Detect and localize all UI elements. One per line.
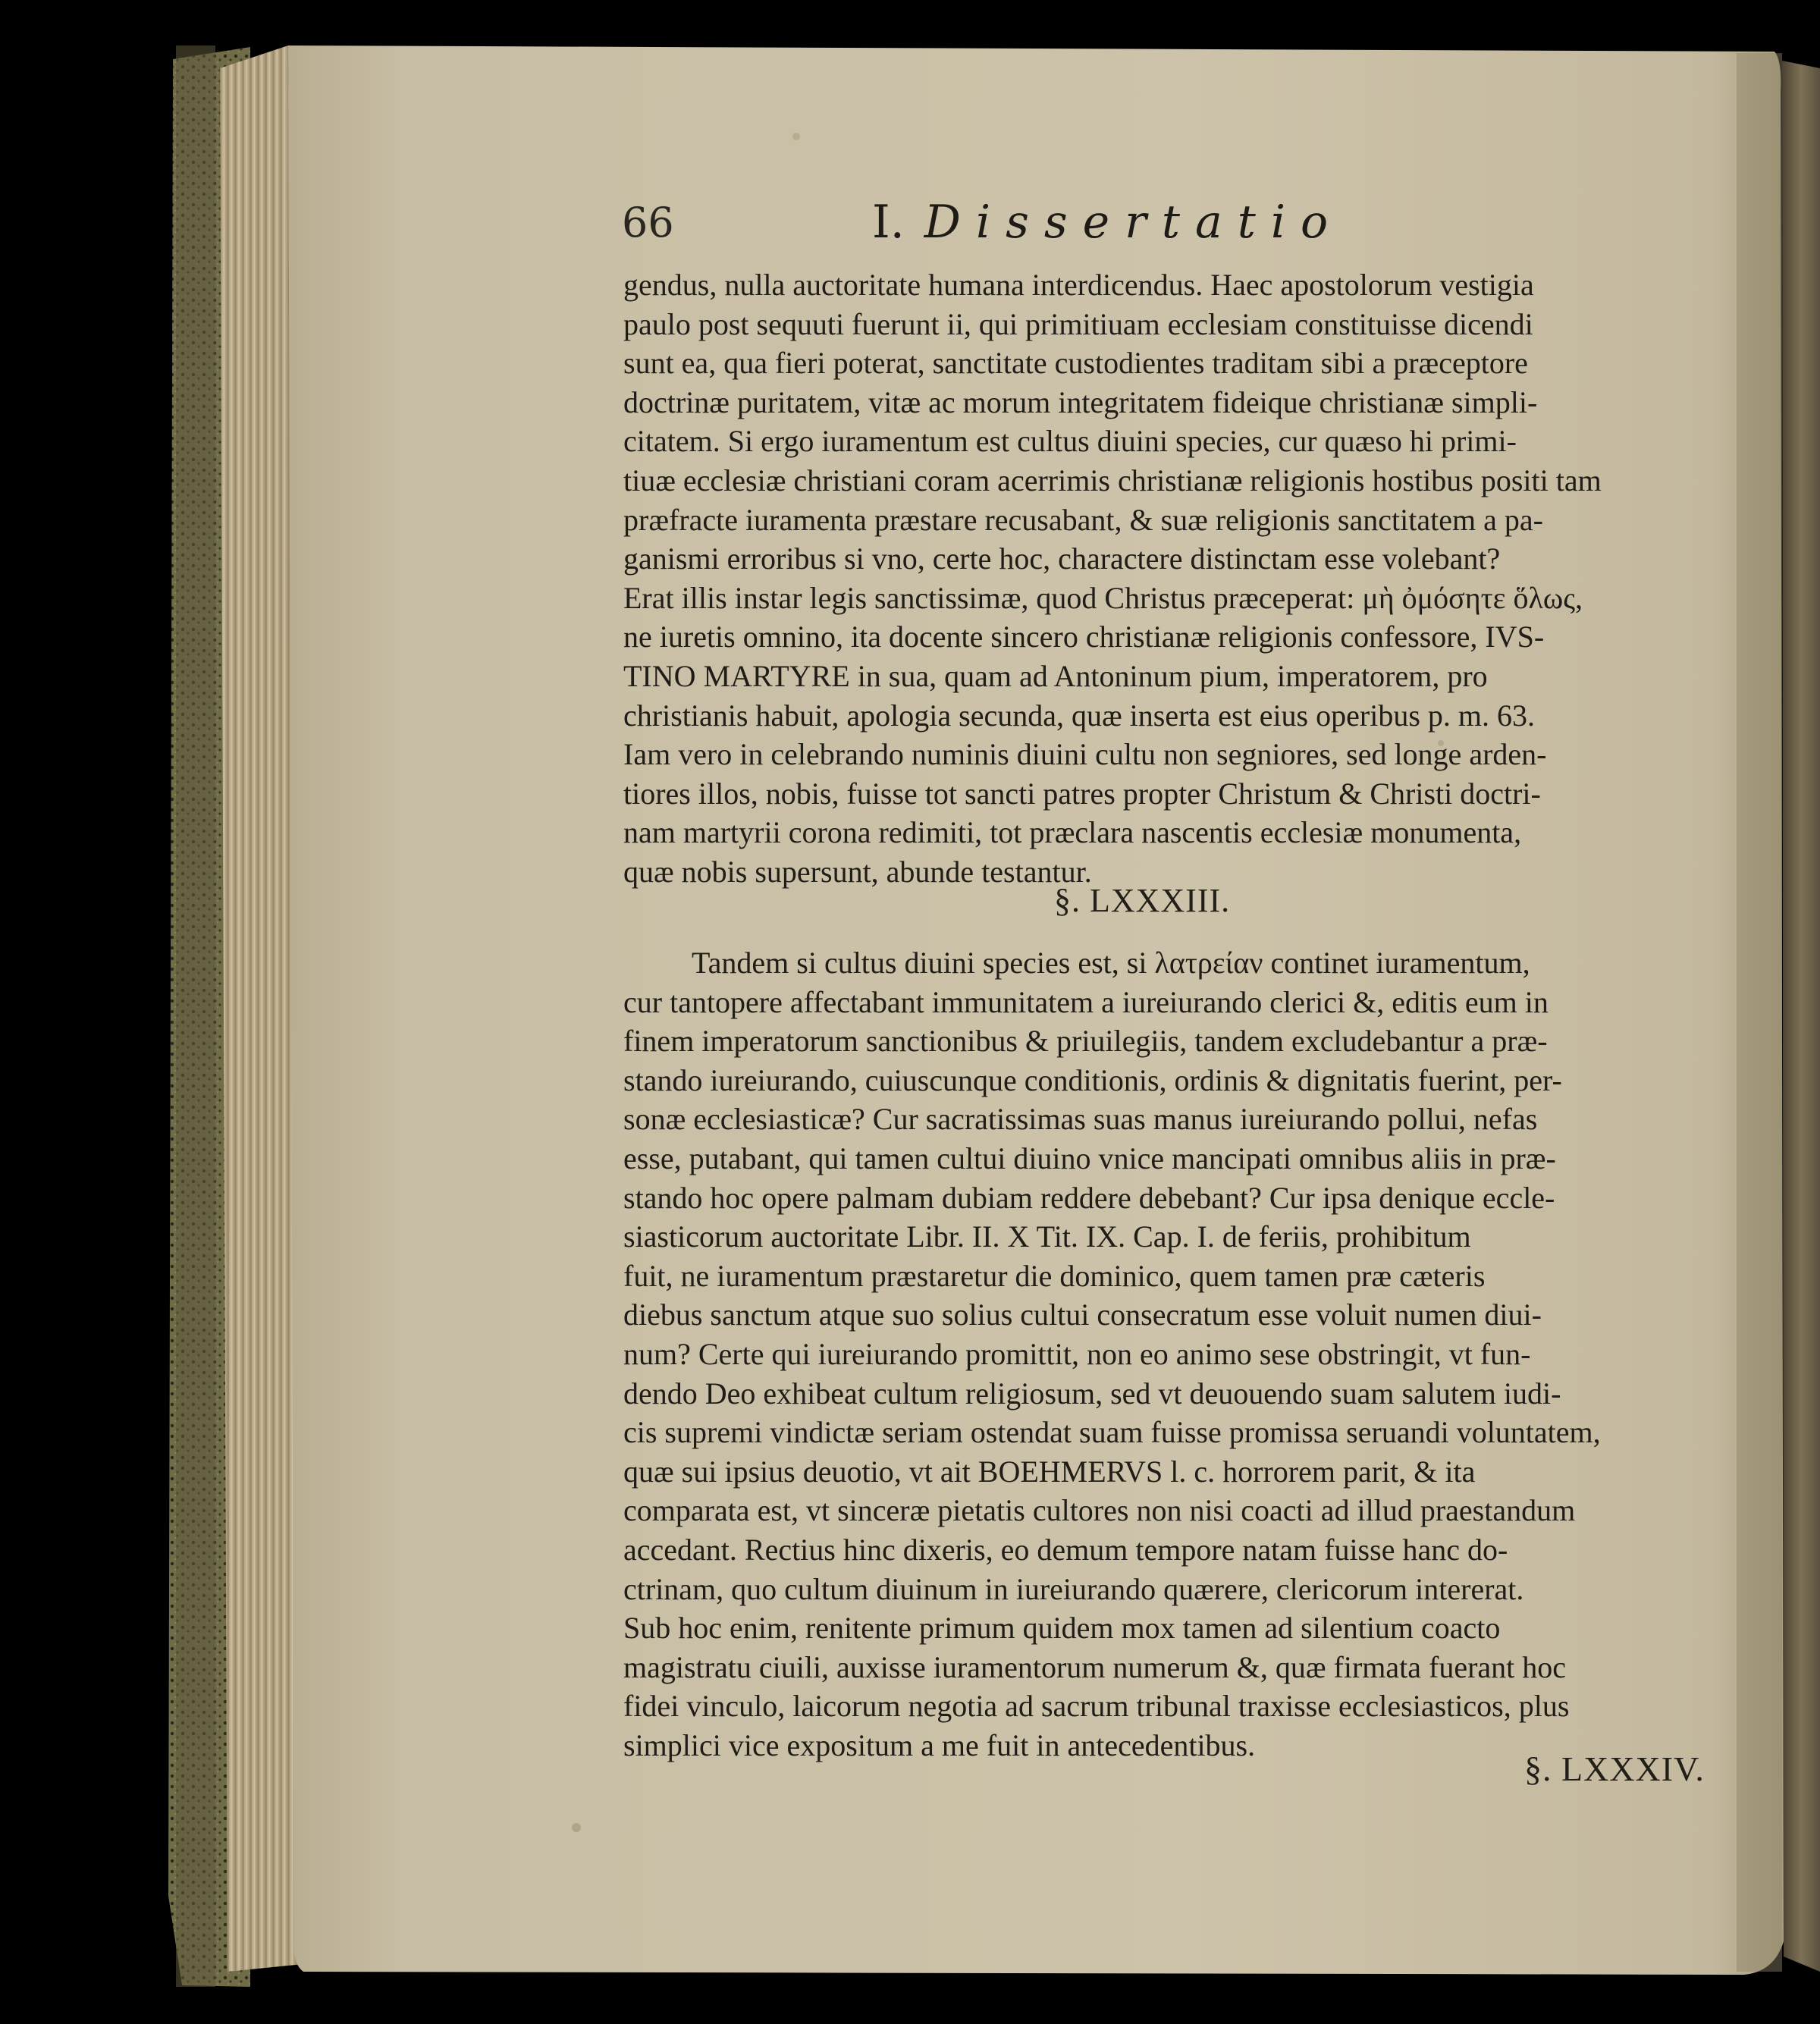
foxing-spot [572,1823,581,1832]
text-line: citatem. Si ergo iuramentum est cultus diuini species, cur quæso hi primi- [623,424,1517,459]
gutter-shadow [1737,53,1782,1972]
text-line: sonæ ecclesiasticæ? Cur sacratissimas suas manus iureiurando pollui, nefas [623,1102,1538,1137]
paragraph-1 [623,265,1712,892]
text-line: nam martyrii corona redimiti, tot præclara nascentis ecclesiæ monumenta, [623,815,1522,850]
text-line: sunt ea, qua fieri poterat, sanctitate custodientes traditam sibi a præceptore [623,346,1528,381]
running-title-word: Dissertatio [924,196,1344,249]
text-line: TINO MARTYRE in sua, quam ad Antoninum pium, imperatorem, pro [623,658,1488,693]
text-line: quæ sui ipsius deuotio, vt ait BOEHMERVS l. c. horrorem parit, & ita [623,1454,1476,1489]
text-line: stando hoc opere palmam dubiam reddere debebant? Cur ipsa denique eccle- [623,1180,1555,1215]
running-title-numeral: I. [872,196,905,249]
text-line: ganismi erroribus si vno, certe hoc, charactere distinctam esse volebant? [623,541,1501,576]
section-heading: §. LXXXIII. [1054,882,1231,919]
text-line: Sub hoc enim, renitente primum quidem mox tamen ad silentium coacto [623,1611,1501,1646]
text-line: diebus sanctum atque suo solius cultui consecratum esse voluit numen diui- [623,1298,1542,1332]
running-header [622,196,1729,259]
text-line: quæ nobis supersunt, abunde testantur. [623,854,1092,889]
text-line: tiores illos, nobis, fuisse tot sancti patres propter Christum & Christi doctri- [623,776,1541,811]
text-line: simplici vice expositum a me fuit in antecedentibus. [623,1727,1256,1762]
text-line: esse, putabant, qui tamen cultui diuino vnice mancipati omnibus aliis in præ- [623,1141,1556,1175]
page-number: 66 [622,199,674,246]
foxing-spot [792,133,800,140]
text-line: magistratu ciuili, auxisse iuramentorum numerum &, quæ firmata fuerant hoc [623,1649,1567,1684]
spine-strip [176,46,215,1987]
text-line: siasticorum auctoritate Libr. II. X Tit. IX. Cap. I. de feriis, prohibitum [623,1219,1471,1254]
text-line: cur tantopere affectabant immunitatem a iureiurando clerici &, editis eum in [623,984,1549,1019]
text-line: finem imperatorum sanctionibus & priuilegiis, tandem excludebantur a præ- [623,1024,1548,1059]
facing-page [1782,61,1820,1972]
text-line: Iam vero in celebrando numinis diuini cultu non segniores, sed longe arden- [623,737,1547,772]
text-line: tiuæ ecclesiæ christiani coram acerrimis christianæ religionis hostibus positi tam [623,463,1602,497]
text-line: gendus, nulla auctoritate humana interdicendus. Haec apostolorum vestigia [623,268,1534,302]
text-line: cis supremi vindictæ seriam ostendat suam fuisse promissa seruandi voluntatem, [623,1415,1601,1450]
paragraph-2 [623,943,1712,1765]
text-line: paulo post sequuti fuerunt ii, qui primitiuam ecclesiam constituisse dicendi [623,306,1533,341]
text-line: fidei vinculo, laicorum negotia ad sacrum tribunal traxisse ecclesiasticos, plus [623,1689,1570,1724]
text-line: accedant. Rectius hinc dixeris, eo demum tempore natam fuisse hanc do- [623,1532,1508,1567]
text-line: fuit, ne iuramentum præstaretur die dominico, quem tamen præ cæteris [623,1258,1486,1293]
text-line: Tandem si cultus diuini species est, si λατρείαν continet iuramentum, [692,946,1530,980]
text-line: præfracte iuramenta præstare recusabant, & suæ religionis sanctitatem a pa- [623,502,1543,537]
text-line: Erat illis instar legis sanctissimæ, quod Christus præceperat: μὴ ὀμόσητε ὅλως, [623,580,1583,615]
text-line: dendo Deo exhibeat cultum religiosum, sed vt deuouendo suam salutem iudi- [623,1376,1561,1411]
catchword: §. LXXXIV. [1524,1749,1705,1788]
text-line: christianis habuit, apologia secunda, quæ inserta est eius operibus p. m. 63. [623,698,1535,733]
text-line: doctrinæ puritatem, vitæ ac morum integritatem fideique christianæ simpli- [623,384,1538,419]
running-title [872,196,1343,249]
text-line: ne iuretis omnino, ita docente sincero christianæ religionis confessore, IVS- [623,620,1545,654]
text-line: num? Certe qui iureiurando promittit, non eo animo sese obstringit, vt fun- [623,1336,1531,1371]
text-line: comparata est, vt sinceræ pietatis cultores non nisi coacti ad illud praestandum [623,1493,1576,1528]
text-line: ctrinam, quo cultum diuinum in iureiurando quærere, clericorum intererat. [623,1571,1524,1606]
text-line: stando iureiurando, cuiuscunque conditionis, ordinis & dignitatis fuerint, per- [623,1062,1562,1097]
